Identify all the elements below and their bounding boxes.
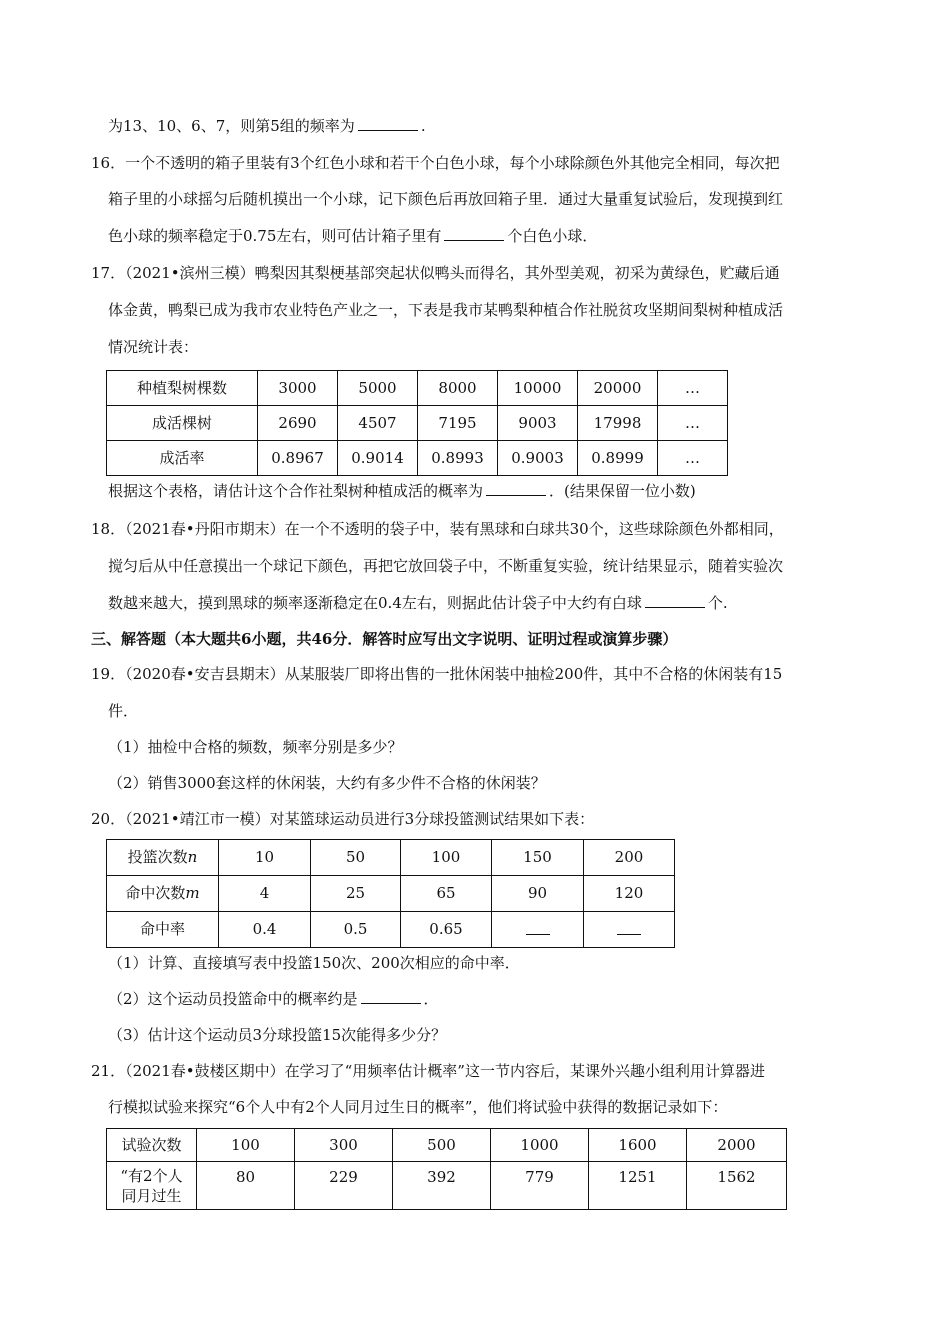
- table-cell: …: [658, 406, 728, 441]
- table-cell: 1000: [491, 1129, 589, 1162]
- table-cell: 2000: [687, 1129, 787, 1162]
- table-cell: …: [658, 371, 728, 406]
- q17-line-2: 体金黄，鸭梨已成为我市农业特色产业之一，下表是我市某鸭梨种植合作社脱贫攻坚期间梨树种植成活: [108, 301, 784, 319]
- table-cell: 1562: [687, 1162, 787, 1210]
- table-cell: 0.9014: [338, 441, 418, 476]
- table-row: [107, 441, 728, 476]
- q16-end: 个白色小球．: [507, 227, 598, 245]
- table-cell: 4507: [338, 406, 418, 441]
- q15-end: .: [420, 117, 426, 135]
- table-cell: 0.8967: [258, 441, 338, 476]
- answer-blank[interactable]: [617, 920, 641, 935]
- answer-blank[interactable]: [444, 226, 504, 241]
- table-cell: 120: [584, 876, 675, 912]
- q18-line-1: 18．（2021春•丹阳市期末）在一个不透明的袋子中，装有黑球和白球共30个，这些球除颜色外都相同，: [91, 520, 784, 538]
- table-cell: 10: [219, 840, 311, 876]
- table-cell: 779: [491, 1162, 589, 1210]
- table-cell: 80: [197, 1162, 295, 1210]
- table-cell: 229: [295, 1162, 393, 1210]
- answer-blank[interactable]: [361, 989, 421, 1004]
- table-cell: 200: [584, 840, 675, 876]
- q18-line-2: 搅匀后从中任意摸出一个球记下颜色，再把它放回袋子中，不断重复实验，统计结果显示，随着实验次: [108, 557, 784, 575]
- table-cell: 300: [295, 1129, 393, 1162]
- table-cell: 种植梨树棵数: [107, 371, 258, 406]
- q17-table: [106, 370, 728, 476]
- answer-blank[interactable]: [526, 920, 550, 935]
- table-cell: 20000: [578, 371, 658, 406]
- row-label: 投篮次数: [127, 848, 188, 866]
- table-cell: [107, 1162, 197, 1210]
- table-cell: 25: [311, 876, 401, 912]
- table-cell: [492, 912, 584, 948]
- table-cell: 17998: [578, 406, 658, 441]
- variable-n: n: [187, 848, 198, 866]
- answer-blank[interactable]: [645, 593, 705, 608]
- q15-text: 为13、10、6、7，则第5组的频率为: [108, 117, 355, 135]
- row-label-line: 同月过生: [121, 1186, 182, 1205]
- q21-table: [106, 1128, 787, 1210]
- table-cell: 150: [492, 840, 584, 876]
- table-cell: 1600: [589, 1129, 687, 1162]
- q20-sub-3: （3）估计这个运动员3分球投篮15次能得多少分？: [108, 1026, 447, 1044]
- table-row: [107, 1162, 787, 1210]
- q20-sub-2-end: ．: [423, 990, 439, 1008]
- q16-line-3: [108, 226, 597, 246]
- table-cell: 命中率: [107, 912, 219, 948]
- section-heading: 三、解答题（本大题共6小题，共46分．解答时应写出文字说明、证明过程或演算步骤）: [91, 630, 678, 648]
- table-cell: 100: [401, 840, 492, 876]
- table-cell: [107, 876, 219, 912]
- q19-sub-2: （2）销售3000套这样的休闲装，大约有多少件不合格的休闲装？: [108, 774, 546, 792]
- q17-after: [108, 481, 696, 501]
- table-cell: 成活棵树: [107, 406, 258, 441]
- q15-continuation: [108, 116, 426, 136]
- q19-line-1: 19．（2020春•安吉县期末）从某服装厂即将出售的一批休闲装中抽检200件，其中不合格的休闲装有15: [91, 665, 783, 683]
- table-cell: 2690: [258, 406, 338, 441]
- table-cell: 100: [197, 1129, 295, 1162]
- q20-sub-1: （1）计算、直接填写表中投篮150次、200次相应的命中率．: [108, 954, 520, 972]
- q18-line-3: [108, 593, 728, 613]
- table-row: [107, 876, 675, 912]
- table-cell: …: [658, 441, 728, 476]
- table-cell: 8000: [418, 371, 498, 406]
- q19-sub-1: （1）抽检中合格的频数，频率分别是多少？: [108, 738, 403, 756]
- variable-m: m: [185, 884, 200, 902]
- row-label-line: “有2个人: [120, 1166, 183, 1185]
- q17-line-3: 情况统计表：: [108, 338, 199, 356]
- table-row: [107, 406, 728, 441]
- table-cell: 3000: [258, 371, 338, 406]
- q17-after-text: 根据这个表格，请估计这个合作社梨树种植成活的概率为: [108, 482, 484, 500]
- answer-blank[interactable]: [358, 116, 418, 131]
- table-cell: 0.9003: [498, 441, 578, 476]
- q18-text: 数越来越大，摸到黑球的频率逐渐稳定在0.4左右，则据此估计袋子中大约有白球: [108, 594, 642, 612]
- table-row: [107, 840, 675, 876]
- q21-line-1: 21．（2021春•鼓楼区期中）在学习了“用频率估计概率”这一节内容后，某课外兴趣小组利用计算器进: [91, 1062, 765, 1080]
- table-cell: 10000: [498, 371, 578, 406]
- table-cell: 0.65: [401, 912, 492, 948]
- table-cell: 9003: [498, 406, 578, 441]
- q21-line-2: 行模拟试验来探究“6个人中有2个人同月过生日的概率”，他们将试验中获得的数据记录如下：: [108, 1098, 728, 1116]
- row-label: 命中次数: [125, 884, 186, 902]
- q20-table: [106, 839, 675, 948]
- table-row: [107, 912, 675, 948]
- table-cell: 4: [219, 876, 311, 912]
- table-cell: 试验次数: [107, 1129, 197, 1162]
- table-cell: 65: [401, 876, 492, 912]
- q20-sub-2: [108, 989, 439, 1009]
- table-cell: [107, 840, 219, 876]
- table-cell: 成活率: [107, 441, 258, 476]
- table-cell: 5000: [338, 371, 418, 406]
- table-cell: 50: [311, 840, 401, 876]
- table-cell: 0.8993: [418, 441, 498, 476]
- table-cell: 90: [492, 876, 584, 912]
- table-cell: 0.4: [219, 912, 311, 948]
- table-cell: 500: [393, 1129, 491, 1162]
- table-cell: 0.5: [311, 912, 401, 948]
- q16-line-2: 箱子里的小球摇匀后随机摸出一个小球，记下颜色后再放回箱子里．通过大量重复试验后，发现摸到红: [108, 190, 784, 208]
- q20-line-1: 20．（2021•靖江市一模）对某篮球运动员进行3分球投篮测试结果如下表：: [91, 810, 595, 828]
- table-cell: 0.8999: [578, 441, 658, 476]
- q20-sub-2-text: （2）这个运动员投篮命中的概率约是: [108, 990, 358, 1008]
- q19-line-2: 件．: [108, 702, 139, 720]
- q18-end: 个.: [707, 594, 728, 612]
- q17-line-1: 17．（2021•滨州三模）鸭梨因其梨梗基部突起状似鸭头而得名，其外型美观，初采为黄绿色，贮藏后通: [91, 264, 780, 282]
- answer-blank[interactable]: [486, 481, 546, 496]
- table-cell: 1251: [589, 1162, 687, 1210]
- table-cell: 7195: [418, 406, 498, 441]
- table-cell: [584, 912, 675, 948]
- q16-line-1: 16．一个不透明的箱子里装有3个红色小球和若干个白色小球，每个小球除颜色外其他完全相同，每次把: [91, 154, 780, 172]
- q16-text: 色小球的频率稳定于0.75左右，则可估计箱子里有: [108, 227, 442, 245]
- table-row: [107, 1129, 787, 1162]
- table-cell: 392: [393, 1162, 491, 1210]
- table-row: [107, 371, 728, 406]
- q17-after-end: ．(结果保留一位小数): [549, 482, 696, 500]
